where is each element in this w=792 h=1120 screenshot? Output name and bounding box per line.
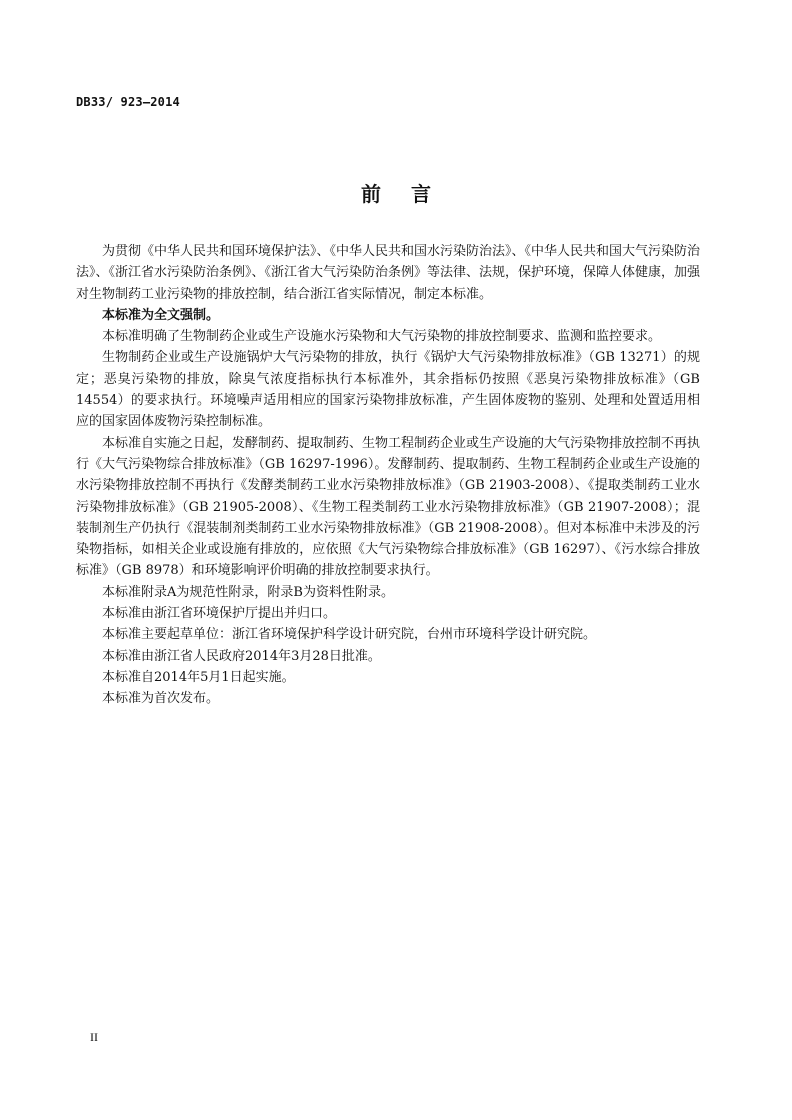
- page-number: II: [90, 1030, 98, 1044]
- paragraph-scope: 本标准明确了生物制药企业或生产设施水污染物和大气污染物的排放控制要求、监测和监控要求。: [102, 329, 662, 345]
- paragraph-drafters: 本标准主要起草单位：浙江省环境保护科学设计研究院，台州市环境科学设计研究院。: [102, 627, 597, 643]
- paragraph-appendix: 本标准附录A为规范性附录，附录B为资料性附录。: [102, 584, 394, 600]
- paragraph-first-release: 本标准为首次发布。: [102, 691, 220, 707]
- page-title: 前言: [361, 182, 461, 206]
- paragraph-proposer: 本标准由浙江省环境保护厅提出并归口。: [102, 606, 337, 622]
- paragraph-effective-date: 本标准自2014年5月1日起实施。: [102, 669, 295, 685]
- paragraph-mandatory: 本标准为全文强制。: [102, 307, 220, 323]
- foreword-body: [76, 241, 700, 710]
- standard-code: DB33/ 923—2014: [76, 95, 180, 109]
- paragraph-boiler-odor: 生物制药企业或生产设施锅炉大气污染物的排放，执行《锅炉大气污染物排放标准》（GB 13271）的规定；恶臭污染物的排放，除臭气浓度指标执行本标准外，其余指标仍按照《恶臭污染物排放标准》（GB 14554）的要求执行。环境噪声适用相应的国家污染物排放标准，产生固体废物的鉴别、处理和处置适用相应的国家固体废物污染控制标准。: [76, 350, 700, 430]
- paragraph-approval: 本标准由浙江省人民政府2014年3月28日批准。: [102, 648, 381, 664]
- paragraph-replacement: 本标准自实施之日起，发酵制药、提取制药、生物工程制药企业或生产设施的大气污染物排放控制不再执行《大气污染物综合排放标准》（GB 16297-1996）。发酵制药、提取制药、生物工程制药企业或生产设施的水污染物排放控制不再执行《发酵类制药工业水污染物排放标准》（GB 21903-2008）、《提取类制药工业水污染物排放标准》（GB 21905-2008）、《生物工程类制药工业水污染物排放标准》（GB 21907-2008）；混装制剂生产仍执行《混装制剂类制药工业水污染物排放标准》（GB 21908-2008）。但对本标准中未涉及的污染物指标，如相关企业或设施有排放的，应依照《大气污染物综合排放标准》（GB 16297）、《污水综合排放标准》（GB 8978）和环境影响评价明确的排放控制要求执行。: [76, 435, 701, 579]
- paragraph-purpose: 为贯彻《中华人民共和国环境保护法》、《中华人民共和国水污染防治法》、《中华人民共和国大气污染防治法》、《浙江省水污染防治条例》、《浙江省大气污染防治条例》等法律、法规，保护环境，保障人体健康，加强对生物制药工业污染物的排放控制，结合浙江省实际情况，制定本标准。: [76, 244, 701, 302]
